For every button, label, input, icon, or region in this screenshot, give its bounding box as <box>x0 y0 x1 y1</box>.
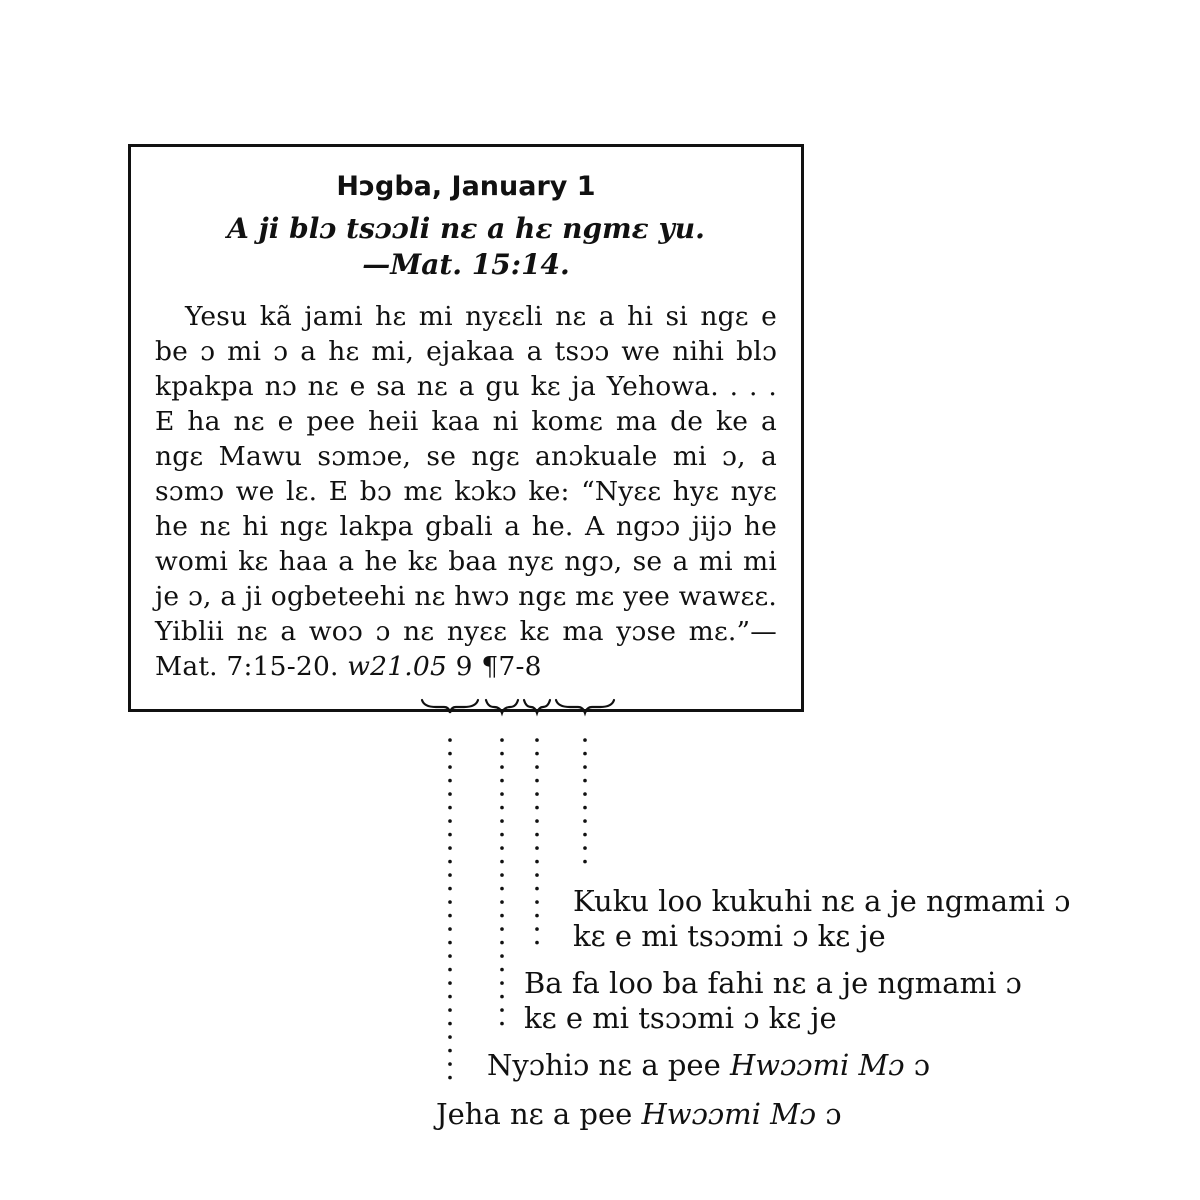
reference-publication: w21.05 <box>347 651 448 682</box>
label-issue-text: Nyɔhiɔ nɛ a pee <box>487 1048 721 1082</box>
brace-year <box>422 700 478 713</box>
label-year-text: Jeha nɛ a pee <box>436 1097 633 1131</box>
brace-page <box>524 700 550 713</box>
date-heading: Hɔgba, January 1 <box>336 171 596 202</box>
label-year <box>436 1097 842 1132</box>
label-paragraphs-line1: Kuku loo kukuhi nɛ a je ngmami ɔ <box>573 884 1071 918</box>
body-paragraph: Yesu kã jami hɛ mi nyɛɛli nɛ a hi si ngɛ e be ɔ mi ɔ a hɛ mi, ejakaa a tsɔɔ we nihi blɔ kpakpa nɔ nɛ e sa nɛ a gu kɛ ja Yehowa. . . . E ha nɛ e pee heii kaa ni komɛ ma de ke a ngɛ Mawu sɔmɔe, se ngɛ anɔkuale mi ɔ, a sɔmɔ we lɛ. E bɔ mɛ kɔkɔ ke: “Nyɛɛ hyɛ nyɛ he nɛ hi ngɛ lakpa gbali a he. A ngɔɔ jijɔ he womi kɛ haa a he kɛ baa nyɛ ngɔ, se a mi mi je ɔ, a ji ogbeteehi nɛ hwɔ ngɛ mɛ yee wawɛɛ. Yiblii nɛ a woɔ ɔ nɛ nyɛɛ kɛ ma yɔse mɛ.”—Mat. 7:15-20. <box>155 301 777 682</box>
label-year-publication: Hwɔɔmi Mɔ <box>641 1097 817 1131</box>
label-year-suffix: ɔ <box>825 1097 842 1131</box>
label-page <box>524 966 1022 1036</box>
label-issue-publication: Hwɔɔmi Mɔ <box>729 1048 905 1082</box>
brace-paragraphs <box>556 700 614 713</box>
brace-issue <box>486 700 518 713</box>
reference-paragraphs: ¶7-8 <box>481 651 542 682</box>
label-issue <box>487 1048 930 1083</box>
label-paragraphs-line2: kɛ e mi tsɔɔmi ɔ kɛ je <box>573 919 886 953</box>
scripture-citation: —Mat. 15:14. <box>362 248 570 281</box>
label-page-line1: Ba fa loo ba fahi nɛ a je ngmami ɔ <box>524 966 1022 1000</box>
scripture-text: A ji blɔ tsɔɔli nɛ a hɛ ngmɛ yu. <box>227 212 705 245</box>
label-paragraphs <box>573 884 1070 954</box>
label-issue-suffix: ɔ <box>913 1048 930 1082</box>
label-page-line2: kɛ e mi tsɔɔmi ɔ kɛ je <box>524 1001 837 1035</box>
reference-page: 9 <box>455 651 473 682</box>
